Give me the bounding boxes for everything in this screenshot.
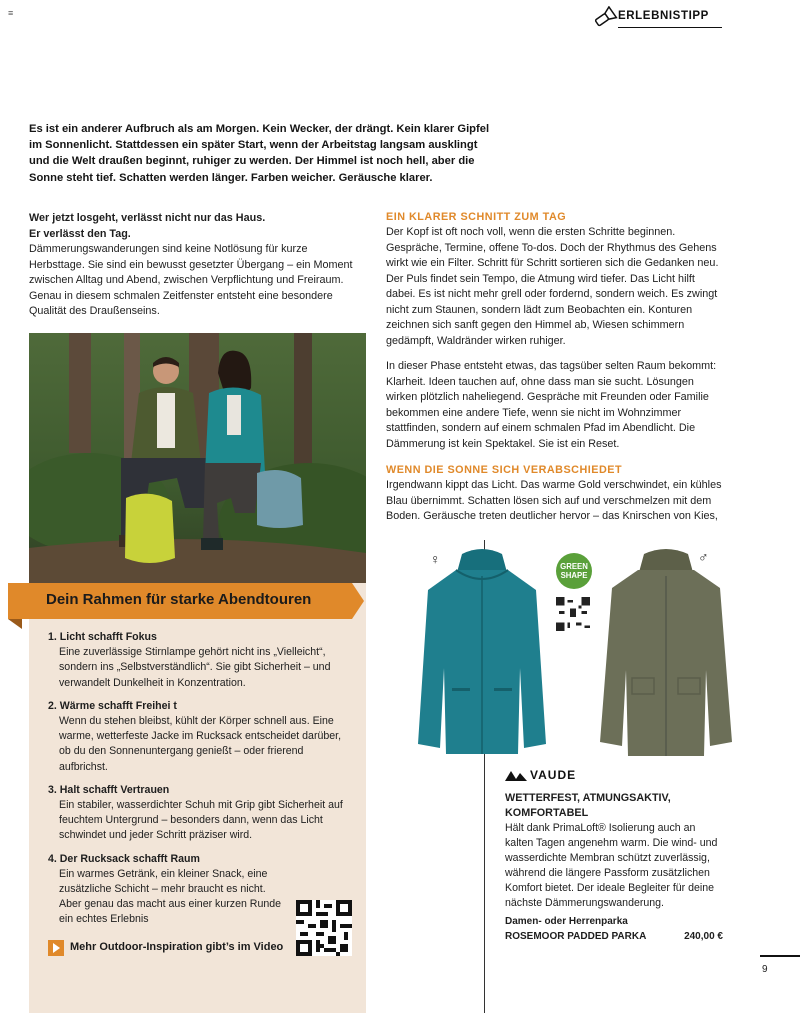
tips-list — [48, 630, 353, 936]
male-symbol: ♂ — [698, 549, 709, 565]
right-column — [386, 209, 722, 535]
lead-line-2: Er verlässt den Tag. — [29, 227, 131, 240]
right-paragraph-3: Irgendwann kippt das Licht. Das warme Gold verschwindet, ein kühles Blau übernimmt. Schatten lösen sich auf und verschmelzen mit dem Boden. Geräusche treten deutlicher hervor – das Knirschen von Kies, — [386, 479, 722, 522]
vaude-mountain-icon — [505, 769, 527, 781]
left-column — [29, 211, 366, 320]
page-number-rule — [760, 955, 800, 957]
green-shape-badge: GREEN SHAPE — [556, 553, 592, 589]
tip-body: Eine zuverlässige Stirnlampe gehört nicht ins „Vielleicht“, sondern ins „Selbstverständlich“. Sie gibt Sicherheit – und verwandelt Dunkelheit in Konzentration. — [59, 646, 331, 689]
list-item — [48, 699, 353, 775]
list-item — [48, 852, 288, 928]
left-body-text: Dämmerungswanderungen sind keine Notlösung für kurze Herbsttage. Sie sind ein bewusst gesetzter Übergang – ein Moment zwischen Alltag und Abend, zwischen Verpflichtung und Freiraum. Genau in diesem schmalen Zeitfenster entsteht eine besondere Qualität des Draußenseins. — [29, 243, 353, 317]
right-paragraph-2: In dieser Phase entsteht etwas, das tagsüber selten Raum bekommt: Klarheit. Ideen tauchen auf, ohne dass man sie sucht. Lösungen wirken plötzlich naheliegend. Gespräche mit Freunden oder Familie bekommen eine andere Tiefe, wenn sie nicht im Wohnzimmer stattfinden, sondern auf einem schmalen Pfad im Abendlicht. Die Dämmerung ist kein Spektakel. Sie ist ein Reset. — [386, 360, 717, 450]
tips-banner — [8, 583, 364, 619]
tip-body: Ein warmes Getränk, ein kleiner Snack, eine zusätzliche Schicht – mehr braucht es nicht. Aber genau das macht aus einer kurzen Runde ein echtes Erlebnis — [59, 867, 282, 926]
tip-title: 1. Licht schafft Fokus — [48, 631, 157, 643]
product-price: 240,00 € — [684, 931, 723, 942]
video-link-label: Mehr Outdoor-Inspiration gibt’s im Video — [70, 941, 284, 953]
flashlight-icon — [592, 6, 618, 28]
tip-title: 2. Wärme schafft Freihei t — [48, 699, 177, 712]
corner-mark: ≡ — [8, 8, 14, 18]
intro-paragraph: Es ist ein anderer Aufbruch als am Morgen. Kein Wecker, der drängt. Kein klarer Gipfel im Sonnenlicht. Stattdessen ein später Start, wenn der Arbeitstag langsam ausklingt und die Welt draußen beginnt, ruhiger zu werden. Der Himmel ist noch hell, aber die Sonne steht tief. Schatten werden länger. Farben weicher. Geräusche klarer. — [29, 123, 490, 184]
hikers-photo — [29, 333, 366, 583]
tip-body: Ein stabiler, wasserdichter Schuh mit Grip gibt Sicherheit auf feuchtem Untergrund – besonders dann, wenn das Licht schwindet und jeder Schritt präziser wird. — [59, 799, 343, 842]
tip-title: 3. Halt schafft Vertrauen — [48, 783, 170, 796]
product-name: ROSEMOOR PADDED PARKA — [505, 931, 647, 942]
tip-body: Wenn du stehen bleibst, kühlt der Körper schnell aus. Eine warme, wetterfeste Jacke im Rucksack entscheidet darüber, ob du den Sonnenuntergang genießt – oder frierend aufbrichst. — [59, 715, 342, 773]
video-link[interactable] — [48, 940, 298, 956]
female-symbol: ♀ — [430, 551, 441, 567]
vaude-logo: VAUDE — [505, 768, 625, 782]
list-item — [48, 783, 353, 844]
section-badge — [592, 6, 722, 28]
product-name-price-row — [505, 929, 723, 944]
tip-title: 4. Der Rucksack schafft Raum — [48, 852, 200, 865]
badge-underline — [618, 27, 722, 29]
product-info — [505, 791, 723, 944]
heading-sunset: WENN DIE SONNE SICH VERABSCHIEDET — [386, 464, 623, 476]
arrow-right-icon — [48, 940, 64, 956]
lead-line-1: Wer jetzt losgeht, verlässt nicht nur das Haus. — [29, 212, 266, 224]
qr-code-video[interactable] — [296, 900, 352, 956]
section-badge-label: ERLEBNISTIPP — [618, 10, 709, 22]
product-type: Damen- oder Herrenparka — [505, 916, 628, 927]
tips-banner-title: Dein Rahmen für starke Abendtouren — [46, 591, 312, 608]
heading-clear-cut: EIN KLARER SCHNITT ZUM TAG — [386, 211, 567, 223]
qr-code-product[interactable] — [556, 597, 590, 631]
product-description: Hält dank PrimaLoft® Isolierung auch an kalten Tagen angenehm warm. Die wind- und wasserdichte Membran schützt zuverlässig, während die längere Passform zusätzlichen Komfort bietet. Der ideale Begleiter für deine nächste Dämmerungswanderung. — [505, 822, 718, 909]
product-title-line-1: WETTERFEST, ATMUNGSAKTIV, — [505, 792, 671, 804]
female-parka-image — [408, 548, 556, 760]
page-number: 9 — [762, 964, 768, 975]
product-title-line-2: KOMFORTABEL — [505, 807, 589, 819]
male-parka-image — [596, 548, 736, 760]
list-item — [48, 630, 353, 691]
right-paragraph-1: Der Kopf ist oft noch voll, wenn die ersten Schritte beginnen. Gespräche, Termine, offene To-dos. Doch der Rhythmus des Gehens wirkt wie ein Filter. Schritt für Schritt sortieren sich die Gedanken neu. Der Puls findet sein Tempo, die Atmung wird tiefer. Das Licht hilft dabei. Es ist nicht mehr grell oder fordernd, sondern weich. Es zwingt nicht zum Staunen, sondern lädt zum Beobachten ein. Konturen zeichnen sich sanft gegen den Himmel ab, Wiesen schimmern gedämpft, Waldränder wirken ruhiger. — [386, 226, 719, 347]
